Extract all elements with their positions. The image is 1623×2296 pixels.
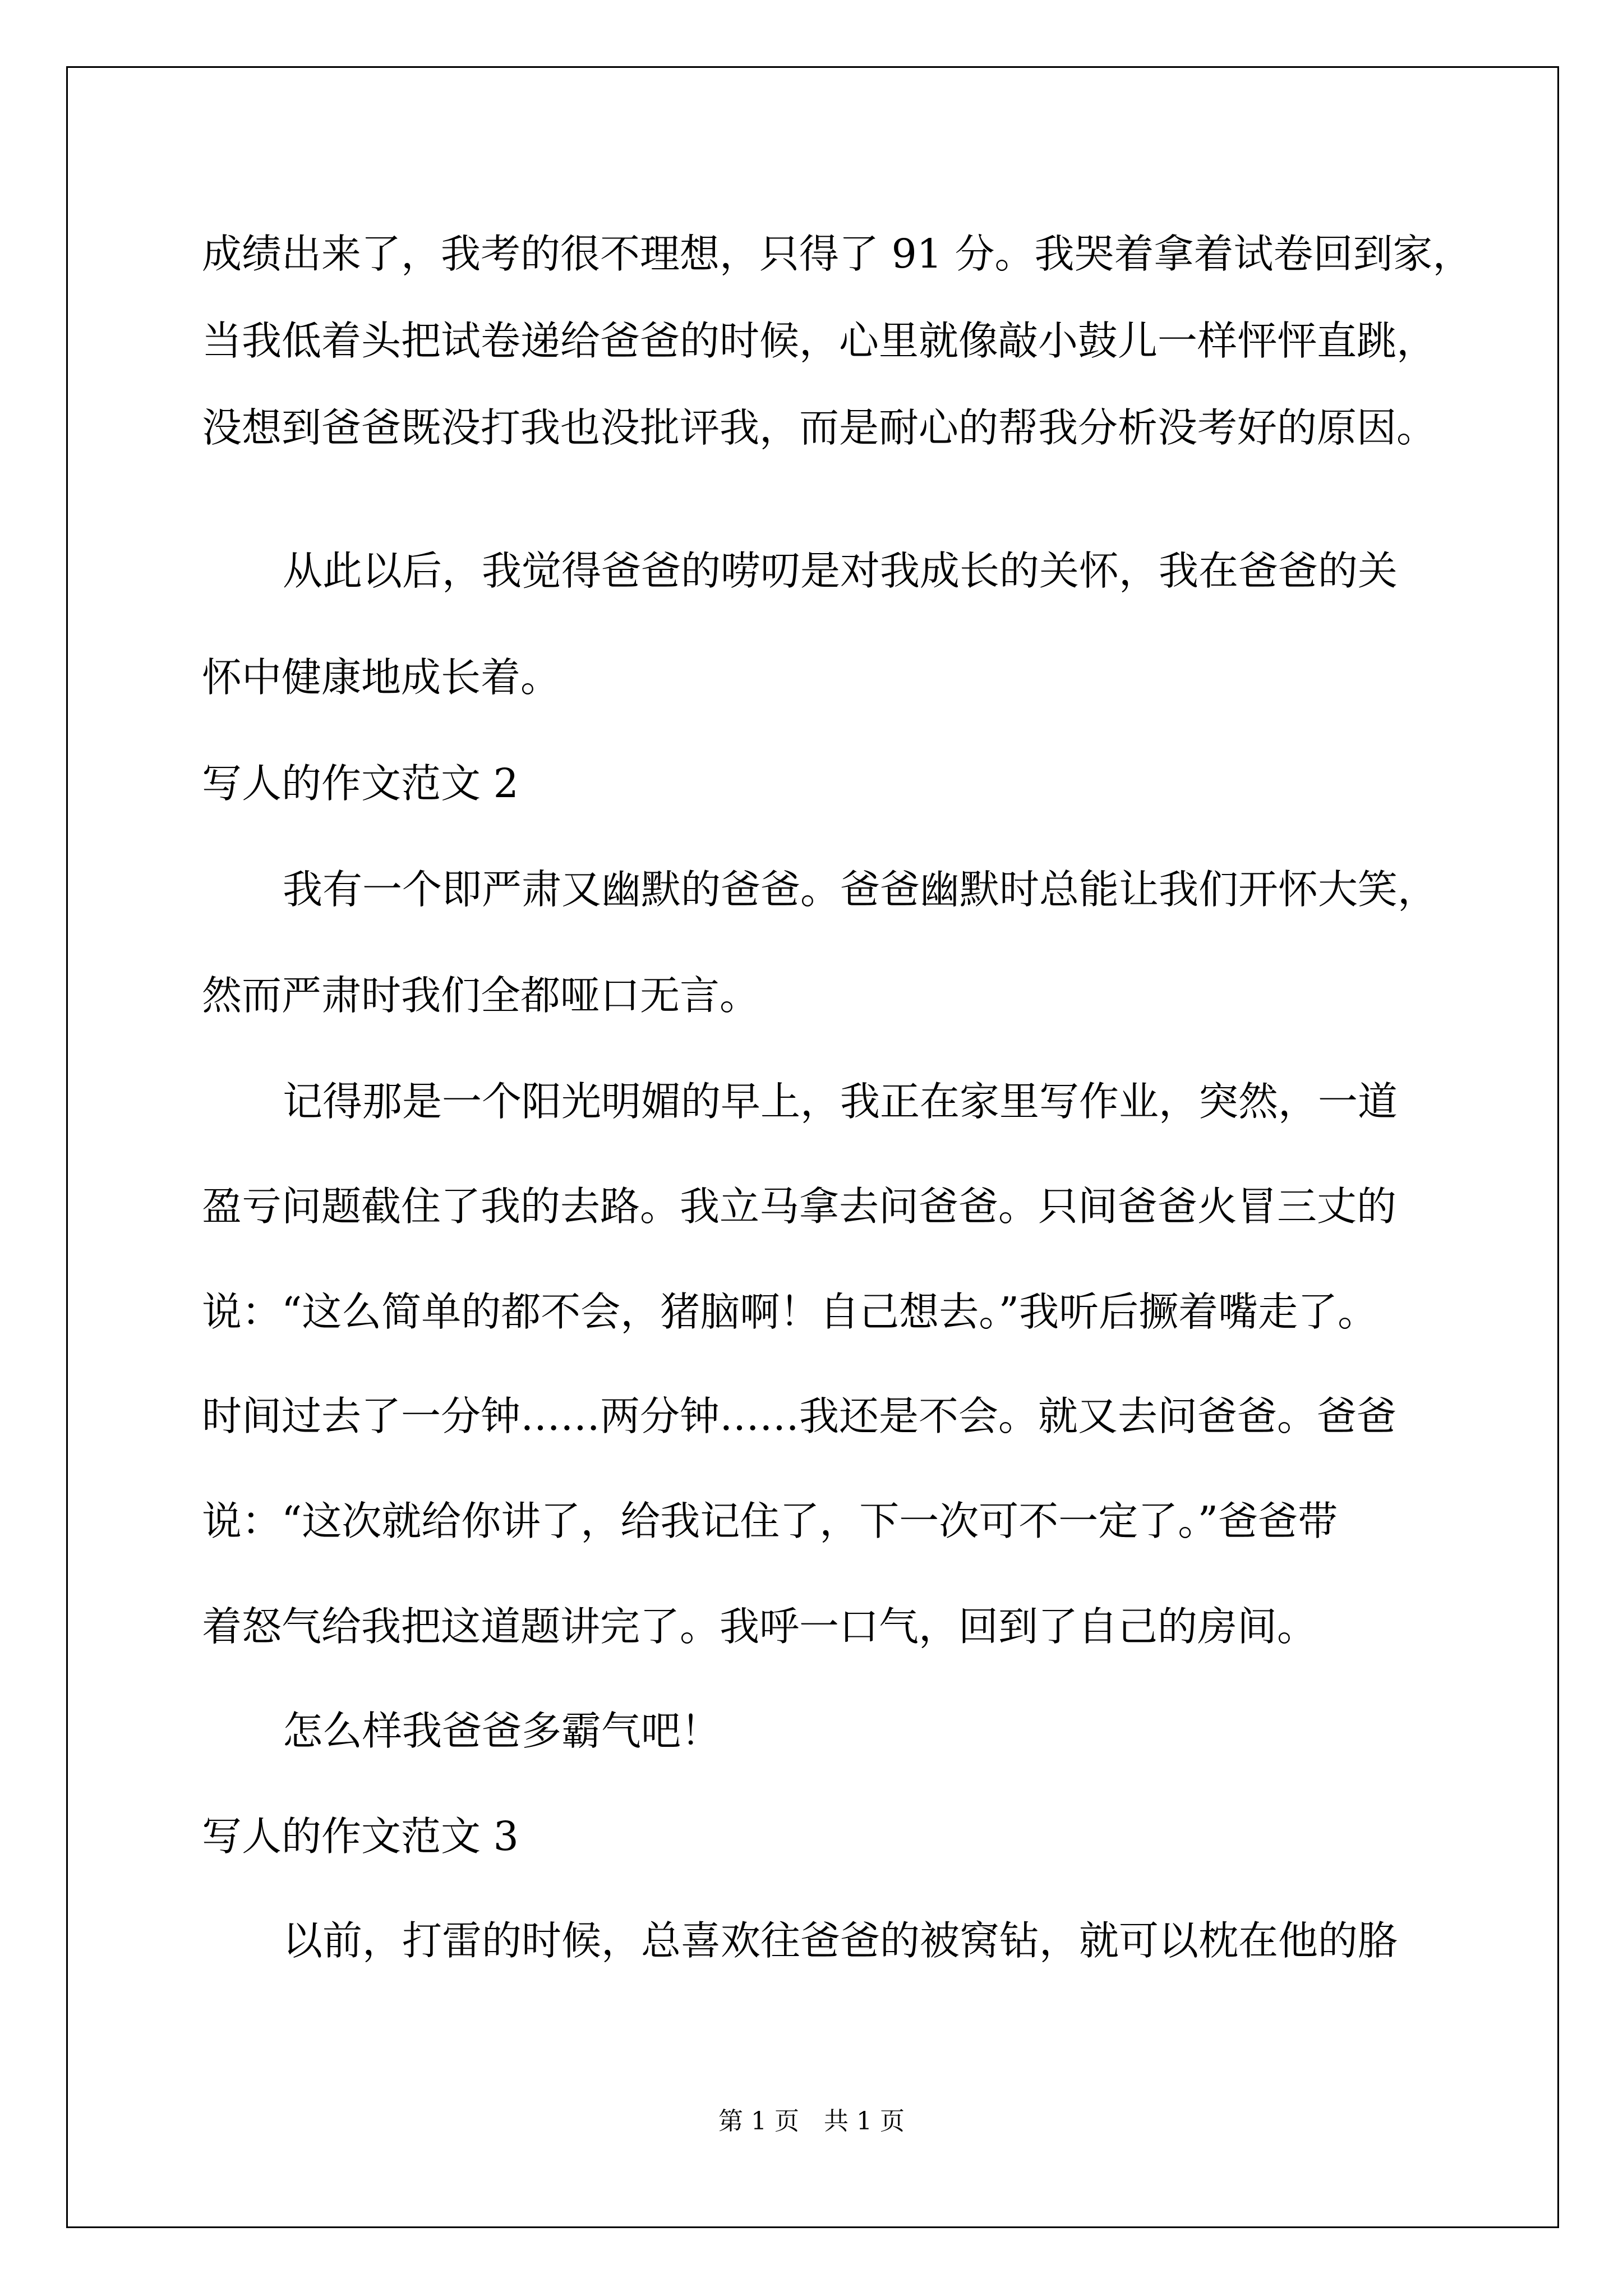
section-heading: 写人的作文范文 2 — [202, 760, 519, 807]
paragraph-line: 盈亏问题截住了我的去路。我立马拿去问爸爸。只间爸爸火冒三丈的 — [202, 1183, 1397, 1230]
paragraph-line: 然而严肃时我们全都哑口无言。 — [202, 972, 760, 1019]
paragraph-line: 说：“这么简单的都不会，猪脑啊！自己想去。”我听后撅着嘴走了。 — [202, 1289, 1378, 1335]
paragraph-line: 没想到爸爸既没打我也没批评我，而是耐心的帮我分析没考好的原因。 — [202, 404, 1437, 451]
paragraph-line: 着怒气给我把这道题讲完了。我呼一口气，回到了自己的房间。 — [202, 1603, 1317, 1650]
paragraph-line: 成绩出来了，我考的很不理想，只得了 91 分。我哭着拿着试卷回到家， — [202, 231, 1473, 277]
paragraph-line: 从此以后，我觉得爸爸的唠叨是对我成长的关怀，我在爸爸的关 — [283, 547, 1398, 594]
paragraph-line: 时间过去了一分钟……两分钟……我还是不会。就又去问爸爸。爸爸 — [202, 1393, 1397, 1439]
page-footer: 第 1 页 共 1 页 — [718, 2107, 905, 2136]
section-heading: 写人的作文范文 3 — [202, 1813, 519, 1860]
paragraph-line: 怀中健康地成长着。 — [202, 654, 561, 701]
paragraph-line: 说：“这次就给你讲了，给我记住了，下一次可不一定了。”爸爸带 — [202, 1498, 1338, 1544]
paragraph-line: 怎么样我爸爸多霸气吧！ — [283, 1708, 721, 1754]
page-border — [66, 66, 1559, 2228]
paragraph-line: 我有一个即严肃又幽默的爸爸。爸爸幽默时总能让我们开怀大笑， — [283, 866, 1438, 913]
paragraph-line: 记得那是一个阳光明媚的早上，我正在家里写作业，突然，一道 — [283, 1078, 1398, 1125]
paragraph-line: 以前，打雷的时候，总喜欢往爸爸的被窝钻，就可以枕在他的胳 — [283, 1917, 1398, 1964]
paragraph-line: 当我低着头把试卷递给爸爸的时候，心里就像敲小鼓儿一样怦怦直跳， — [202, 318, 1437, 364]
